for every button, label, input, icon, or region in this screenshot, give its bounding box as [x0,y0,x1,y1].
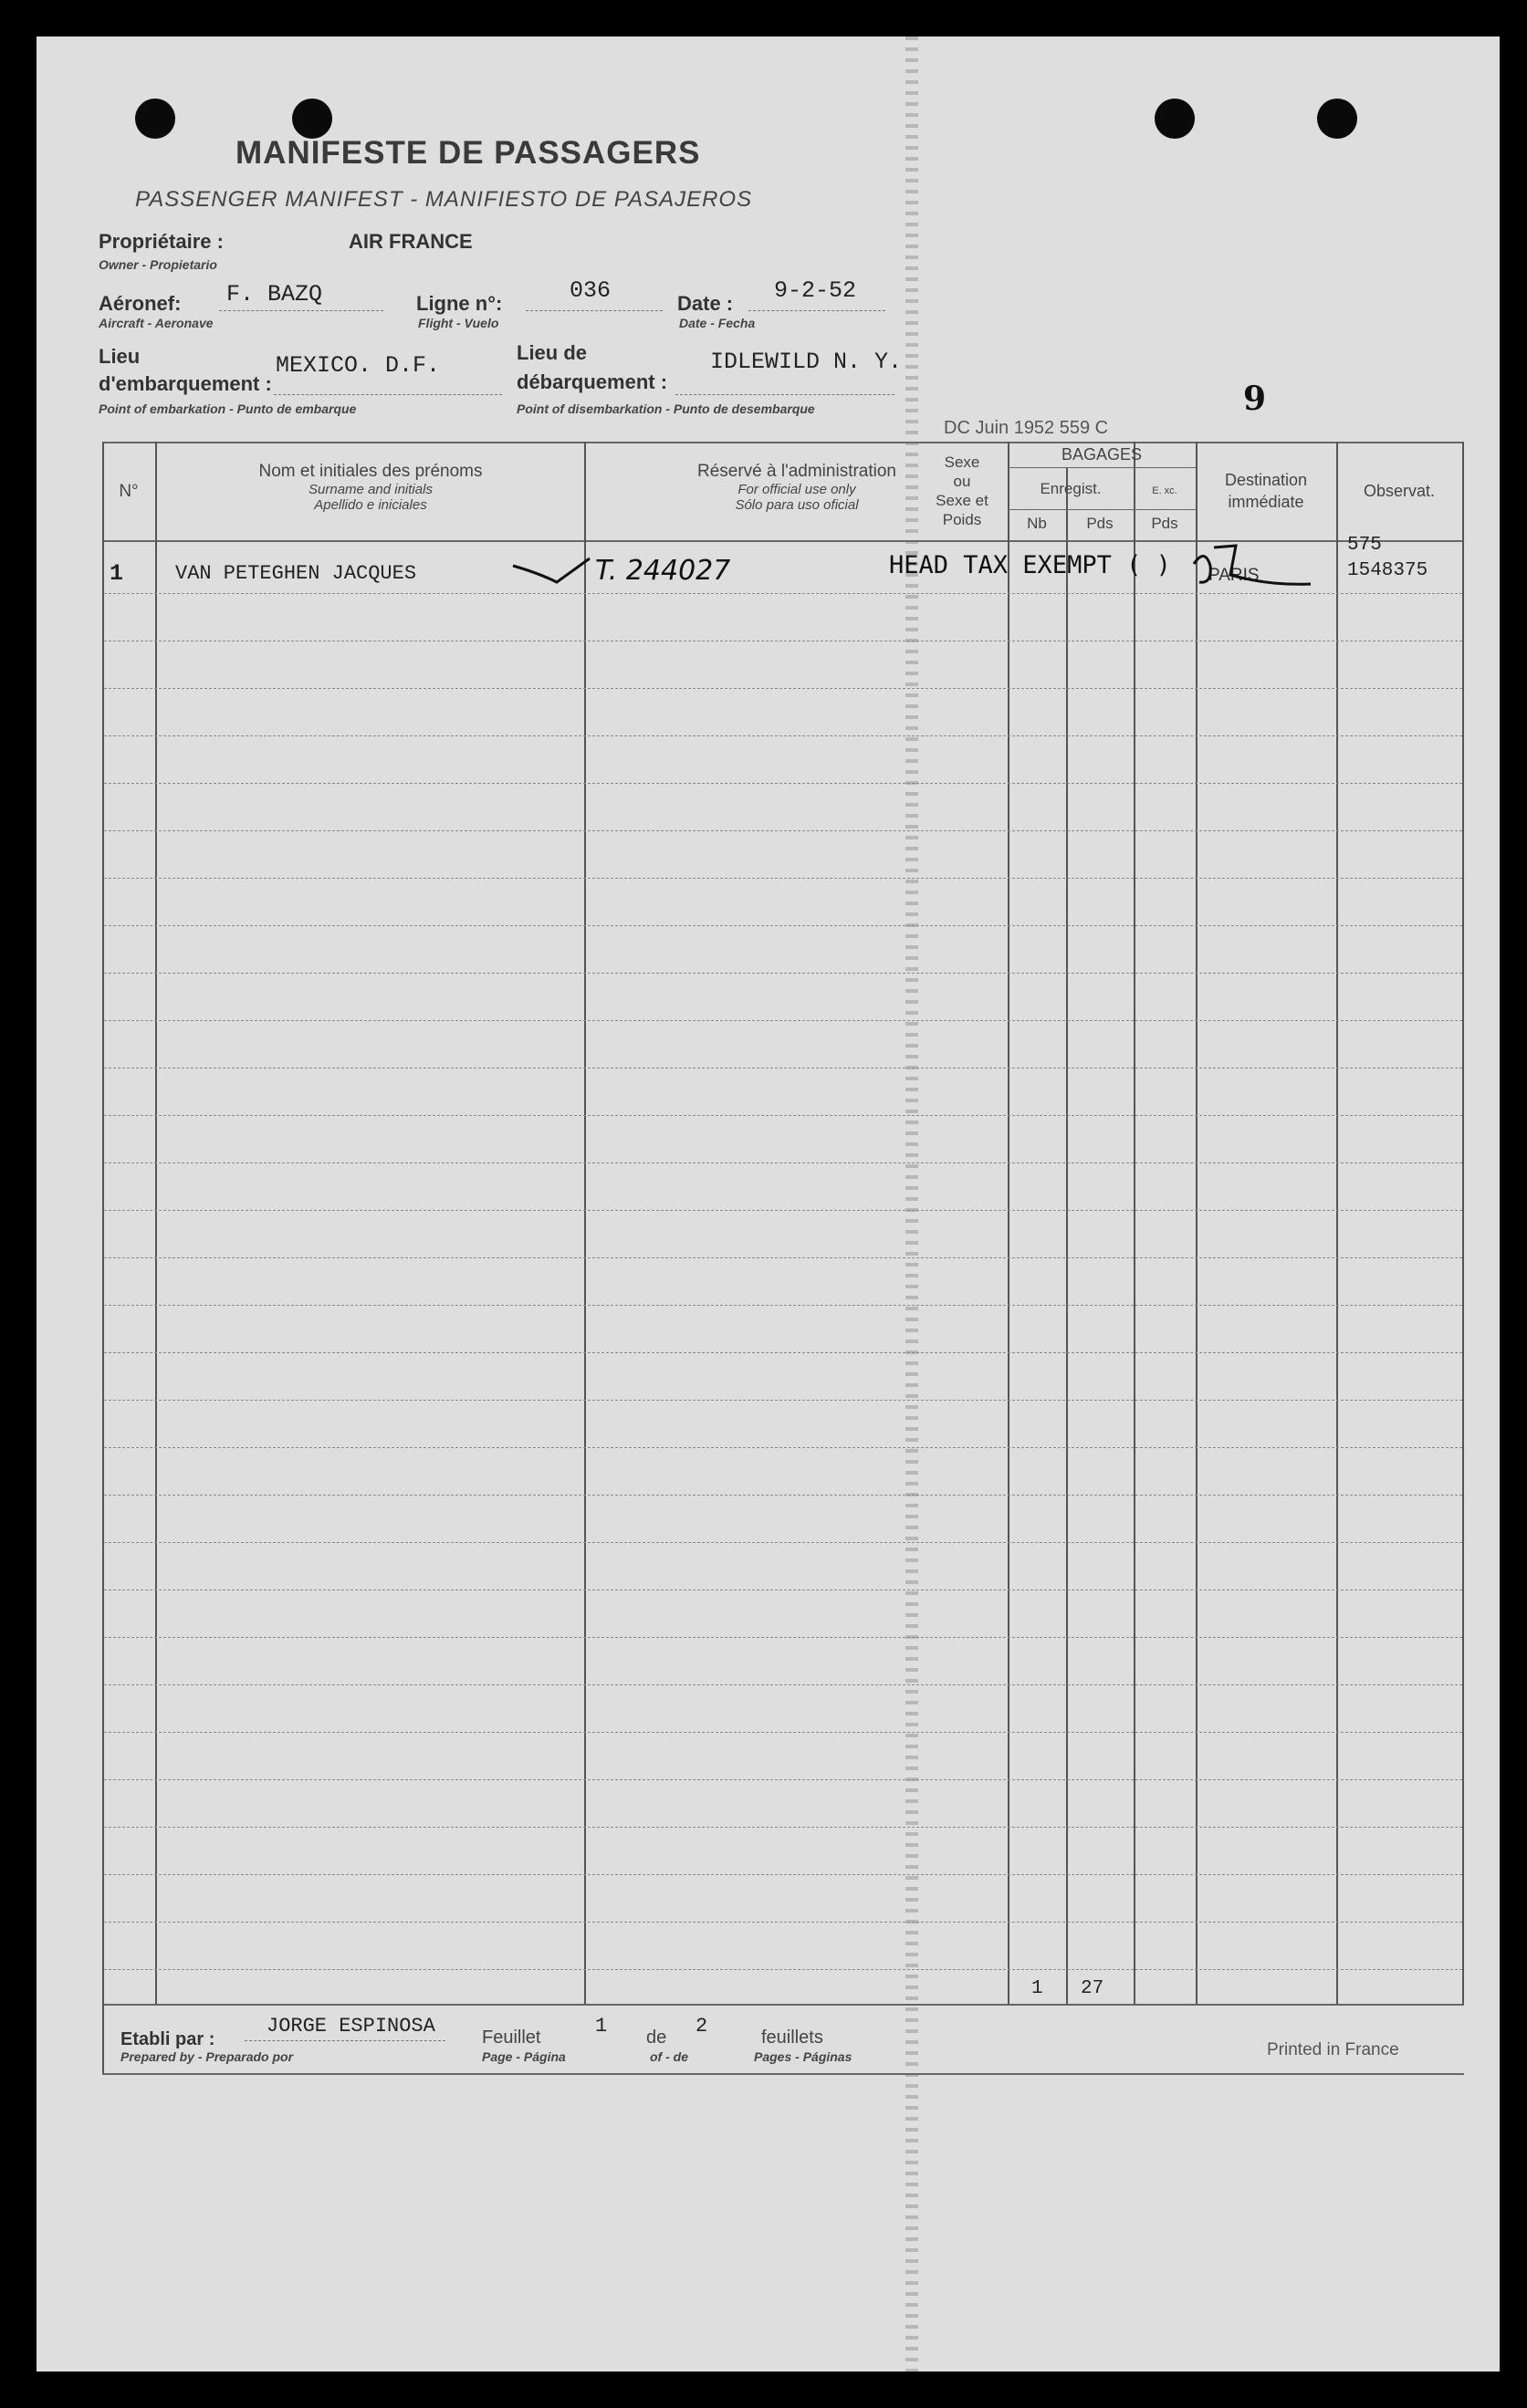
sheet-number: 1 [595,2015,608,2038]
row-rule [104,830,1462,831]
row-rule [104,1400,1462,1401]
destination: PARIS [1208,566,1260,585]
prepared-by-label: Etabli par : [120,2029,215,2049]
col-sex-label-4: Poids [942,511,982,528]
col-pds-header: Pds [1086,515,1114,532]
row-rule [104,1684,1462,1685]
col-nb-header: Nb [1027,515,1047,532]
printed-in-france: Printed in France [1267,2040,1399,2059]
row-rule [104,1874,1462,1875]
sheets-label: feuillets [761,2028,823,2048]
row-rule [104,925,1462,926]
page-number: 9 [1243,380,1267,418]
date-label: Date : [677,292,734,315]
observation-2: 1548375 [1347,560,1428,581]
col-dest-label-2: immédiate [1228,493,1304,511]
col-sex-label-1: Sexe [944,453,980,471]
col-admin-label-en: For official use only [737,482,856,497]
col-name-label-en: Surname and initials [309,482,433,497]
row-rule [104,1827,1462,1828]
row-rule [104,1020,1462,1021]
col-name-label-es: Apellido e iniciales [314,497,427,513]
form-code: DC Juin 1952 559 C [944,418,1109,438]
total-bag-weight: 27 [1081,1978,1104,1999]
disembark-label-1: Lieu de [517,341,588,364]
col-sex-label-2: ou [953,473,971,490]
col-bag-header: BAGAGES [1061,445,1143,464]
col-dest-header [1196,469,1336,513]
col-no-header: N° [119,482,139,501]
col-excess-pds-header: Pds [1151,515,1178,532]
row-rule [104,878,1462,879]
col-sex-label-3: Sexe et [936,492,988,509]
col-excess-header: E. xc. [1152,485,1177,496]
prepared-by-sublabel: Prepared by - Preparado por [120,2049,294,2064]
punch-hole [1317,99,1357,139]
owner-value: AIR FRANCE [349,230,473,253]
perforation-line [905,36,918,2372]
total-sheets: 2 [696,2015,708,2038]
checkmark-icon [511,555,593,591]
sheet-sublabel: Page - Página [482,2049,566,2064]
col-sex-header [916,453,1008,529]
punch-hole [1155,99,1195,139]
punch-hole [135,99,175,139]
disembark-value: IDLEWILD N. Y. [710,349,903,375]
form-title: MANIFESTE DE PASSAGERS [235,135,701,171]
embark-label-1: Lieu [99,345,141,368]
col-reg-header: Enregist. [1040,480,1102,497]
date-sublabel: Date - Fecha [679,316,756,330]
row-rule [104,1305,1462,1306]
disembark-sublabel: Point of disembarkation - Punto de desembarque [517,401,815,416]
punch-hole [292,99,332,139]
flight-sublabel: Flight - Vuelo [418,316,499,330]
col-name-label: Nom et initiales des prénoms [258,462,483,481]
row-rule [104,973,1462,974]
row-rule [104,1257,1462,1258]
date-value: 9-2-52 [774,277,857,304]
owner-label: Propriétaire : [99,230,224,253]
of-sublabel: of - de [650,2049,688,2064]
row-rule [104,688,1462,689]
row-number: 1 [110,560,124,587]
row-rule [104,1447,1462,1448]
row-rule [104,1637,1462,1638]
row-rule [104,783,1462,784]
handwritten-scribble-icon [1187,538,1314,593]
observation-1: 575 [1347,535,1382,556]
row-rule [104,1732,1462,1733]
row-rule [104,1115,1462,1116]
embark-sublabel: Point of embarkation - Punto de embarque [99,401,357,416]
passenger-name: VAN PETEGHEN JACQUES [175,562,417,585]
owner-sublabel: Owner - Propietario [99,257,217,272]
row-rule [104,1922,1462,1923]
aircraft-sublabel: Aircraft - Aeronave [99,316,214,330]
row-rule [104,593,1462,594]
row-rule [104,1495,1462,1496]
row-rule [104,1969,1462,1970]
total-bag-count: 1 [1031,1978,1043,1999]
row-rule [104,1779,1462,1780]
embark-label-2: d'embarquement : [99,372,272,395]
col-admin-label: Réservé à l'administration [697,462,896,481]
col-obs-header: Observat. [1363,482,1436,500]
of-label: de [646,2028,667,2048]
row-rule [104,735,1462,736]
aircraft-value: F. BAZQ [226,281,323,308]
col-dest-label-1: Destination [1224,471,1308,489]
row-rule [104,1352,1462,1353]
flight-label: Ligne n°: [416,292,503,315]
admin-reference: T. 244027 [595,555,731,587]
sheets-sublabel: Pages - Páginas [754,2049,852,2064]
aircraft-label: Aéronef: [99,292,182,315]
flight-value: 036 [570,277,612,304]
head-tax-note: HEAD TAX EXEMPT ( ) [889,551,1171,579]
prepared-by-value: JORGE ESPINOSA [267,2015,435,2038]
sheet-label: Feuillet [482,2028,541,2048]
disembark-label-2: débarquement : [517,370,668,393]
form-subtitle: PASSENGER MANIFEST - MANIFIESTO DE PASAJEROS [135,187,753,212]
row-rule [104,1542,1462,1543]
row-rule [104,1162,1462,1163]
col-name-header [157,462,584,513]
embark-value: MEXICO. D.F. [276,352,441,379]
col-admin-label-es: Sólo para uso oficial [735,497,859,513]
row-rule [104,1210,1462,1211]
